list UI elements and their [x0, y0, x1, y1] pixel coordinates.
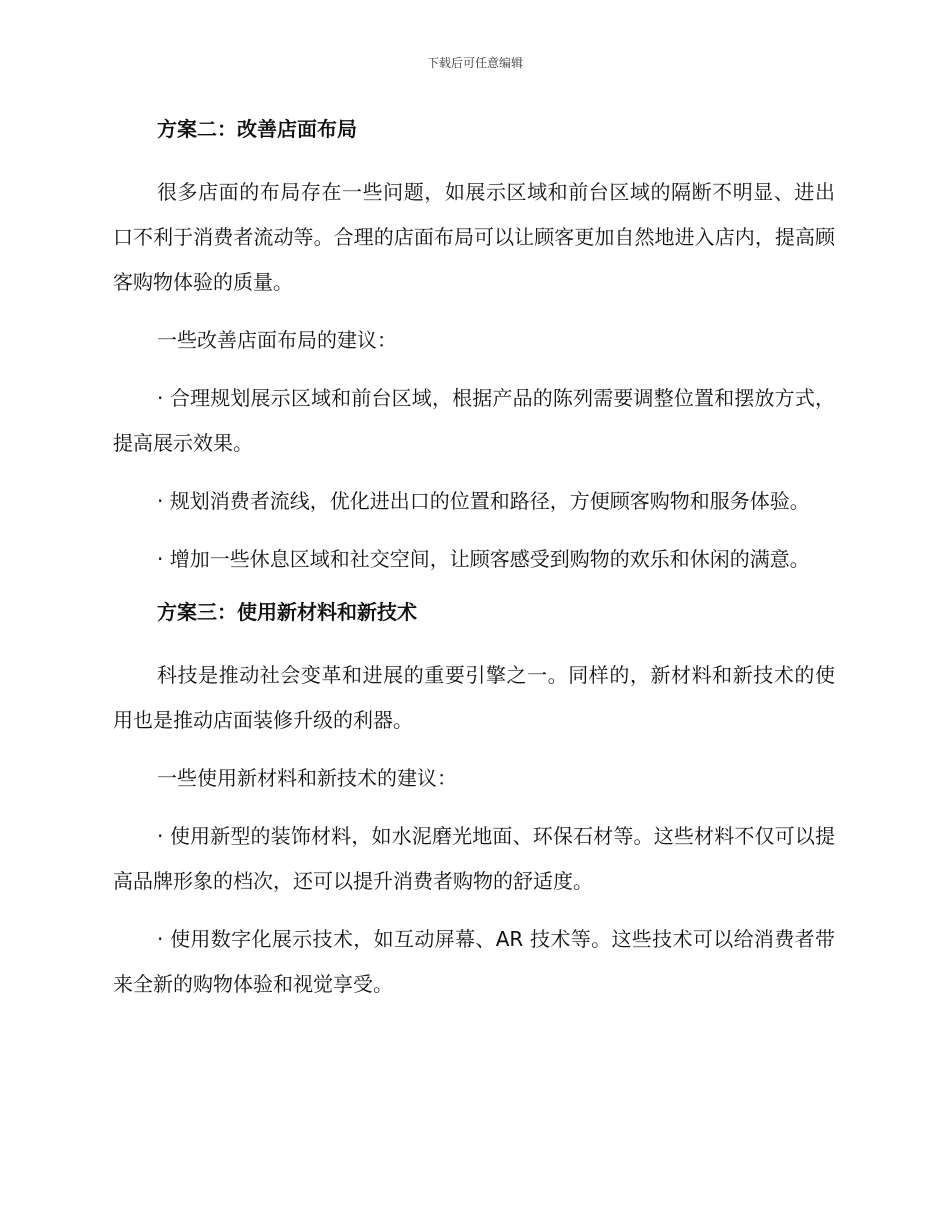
running-header: 下载后可任意编辑	[426, 56, 523, 70]
section-heading: 方案三：使用新材料和新技术	[157, 600, 417, 624]
list-item: · 使用数字化展示技术，如互动屏幕、AR 技术等。这些技术可以给消费者带来全新的购物体验和视觉享受。	[113, 927, 835, 996]
list-item: · 增加一些休息区域和社交空间，让顾客感受到购物的欢乐和休闲的满意。	[157, 547, 810, 571]
paragraph: 很多店面的布局存在一些问题，如展示区域和前台区域的隔断不明显、进出口不利于消费者流动等。合理的店面布局可以让顾客更加自然地进入店内，提高顾客购物体验的质量。	[113, 180, 835, 294]
section-heading: 方案二：改善店面布局	[157, 117, 357, 141]
section-plan-two	[113, 112, 835, 582]
paragraph: 科技是推动社会变革和进展的重要引擎之一。同样的，新材料和新技术的使用也是推动店面装修升级的利器。	[113, 663, 835, 732]
paragraph: 一些改善店面布局的建议：	[157, 328, 397, 352]
section-plan-three	[113, 595, 835, 1007]
paragraph: 一些使用新材料和新技术的建议：	[157, 766, 457, 790]
document-body	[113, 112, 835, 1020]
list-item: · 规划消费者流线，优化进出口的位置和路径，方便顾客购物和服务体验。	[157, 489, 810, 513]
list-item: · 合理规划展示区域和前台区域，根据产品的陈列需要调整位置和摆放方式，提高展示效果。	[113, 386, 835, 455]
list-item: · 使用新型的装饰材料，如水泥磨光地面、环保石材等。这些材料不仅可以提高品牌形象的档次，还可以提升消费者购物的舒适度。	[113, 824, 835, 893]
